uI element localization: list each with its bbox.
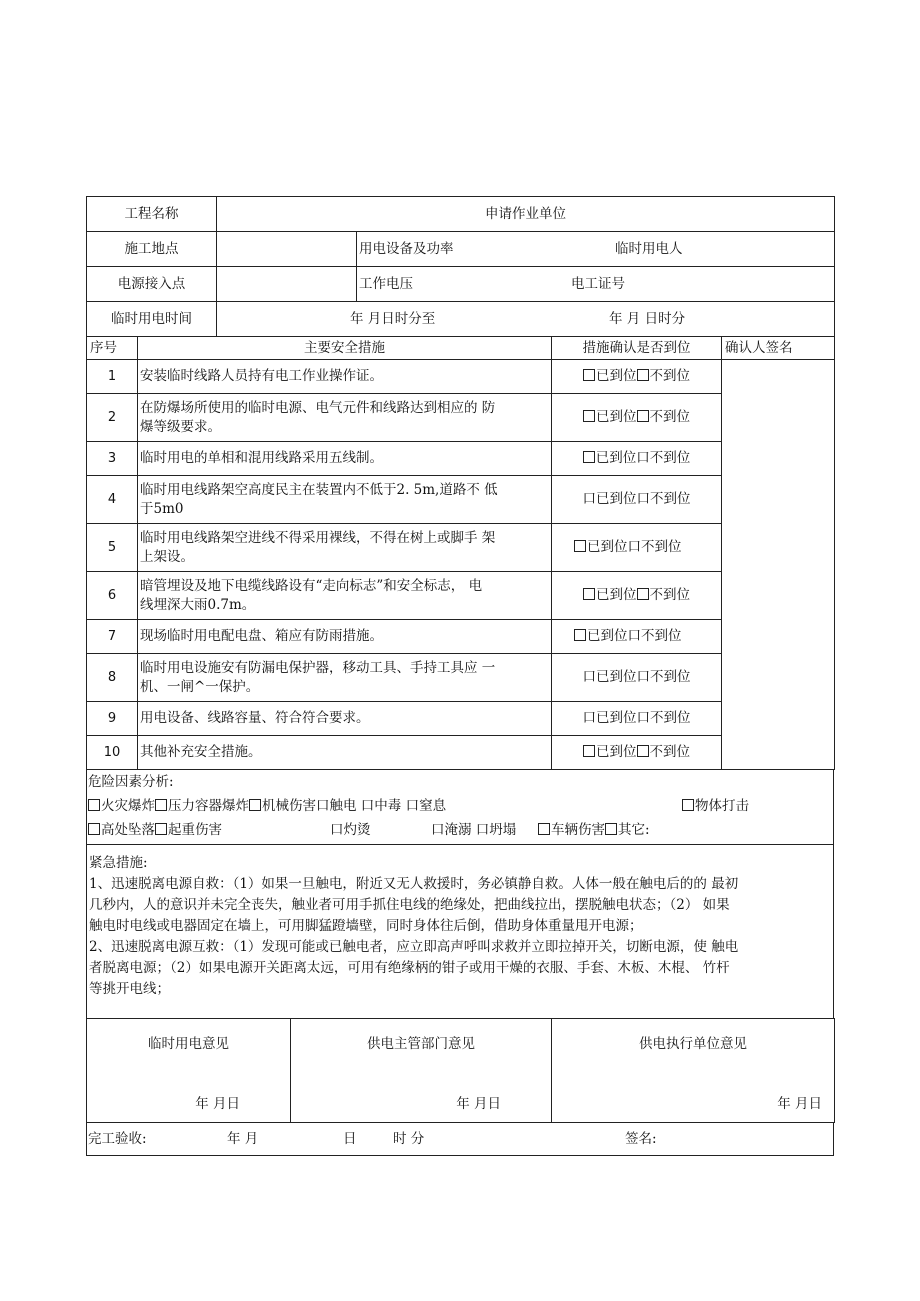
- emergency-line: 几秒内，人的意识并未完全丧失，触业者可用手抓住电线的绝缘处，把曲线拉出，摆脱触电状态；（2） 如果: [89, 897, 730, 913]
- row-confirm[interactable]: 口已到位口不到位: [552, 476, 722, 524]
- row-measure: 安装临时线路人员持有电工作业操作证。: [138, 360, 552, 394]
- time-to: 年 月 日时分: [609, 311, 686, 327]
- electrician-cert-label: 电工证号: [571, 276, 625, 292]
- power-access-label: 电源接入点: [87, 267, 217, 302]
- checkbox[interactable]: [637, 745, 649, 757]
- emergency-line: 触电时电线或电器固定在墙上，可用脚猛蹬墙壁，同时身体往后倒，借助身体重量甩开电源；: [89, 918, 643, 934]
- temp-user-label: 临时用电人: [615, 241, 683, 257]
- row-no: 9: [87, 702, 138, 736]
- row-confirm[interactable]: 已到位 不到位: [552, 360, 722, 394]
- checkbox[interactable]: [155, 799, 167, 811]
- checkbox[interactable]: [88, 799, 100, 811]
- checkbox[interactable]: [637, 369, 649, 381]
- supply-exec-opinion[interactable]: [552, 1019, 835, 1123]
- row-confirm[interactable]: 已到位 不到位: [552, 736, 722, 770]
- row-measure: 现场临时用电配电盘、箱应有防雨措施。: [138, 620, 552, 654]
- row-measure: 其他补充安全措施。: [138, 736, 552, 770]
- temp-use-opinion[interactable]: [87, 1019, 291, 1123]
- row-measure: 临时用电线路架空进线不得采用裸线，不得在树上或脚手 架 上架设。: [138, 524, 552, 572]
- checkbox[interactable]: [637, 410, 649, 422]
- table-row: [87, 360, 835, 394]
- temp-use-opinion-title: 临时用电意见: [148, 1036, 229, 1052]
- supply-dept-opinion[interactable]: [291, 1019, 552, 1123]
- row-measure: 在防爆场所使用的临时电源、电气元件和线路达到相应的 防 爆等级要求。: [138, 394, 552, 442]
- site-label: 施工地点: [87, 232, 217, 267]
- checkbox[interactable]: [637, 588, 649, 600]
- time-range-cell: [217, 302, 835, 337]
- project-name-label: 工程名称: [87, 197, 217, 232]
- emergency-line: 者脱离电源；（2）如果电源开关距离太远，可用有绝缘柄的钳子或用干燥的衣服、手套、木板、木棍、 竹杆: [89, 960, 730, 976]
- opinions-table: [86, 1018, 835, 1123]
- power-access-value[interactable]: [217, 267, 357, 302]
- checkbox[interactable]: [583, 451, 595, 463]
- signer-cell[interactable]: [722, 360, 835, 770]
- completion-cell: [87, 1123, 834, 1156]
- hazards-title: 危险因素分析:: [88, 774, 174, 790]
- supply-exec-opinion-title: 供电执行单位意见: [639, 1036, 747, 1052]
- voltage-cert-cell: [357, 267, 835, 302]
- row-no: 4: [87, 476, 138, 524]
- row-no: 5: [87, 524, 138, 572]
- opinion-date: 年 月日: [456, 1096, 501, 1112]
- completion-year-month: 年 月: [227, 1131, 259, 1147]
- checkbox[interactable]: [88, 823, 100, 835]
- row-confirm[interactable]: 已到位口不到位: [552, 442, 722, 476]
- emergency-title: 紧急措施:: [89, 855, 148, 871]
- checkbox[interactable]: [605, 823, 617, 835]
- emergency-cell: [87, 845, 834, 1019]
- site-value[interactable]: [217, 232, 357, 267]
- row-confirm[interactable]: 口已到位口不到位: [552, 654, 722, 702]
- col-confirm-header: 措施确认是否到位: [552, 337, 722, 360]
- row-no: 2: [87, 394, 138, 442]
- completion-label: 完工验收:: [88, 1131, 147, 1147]
- row-measure: 临时用电设施安有防漏电保护器，移动工具、手持工具应 一 机、一闸^一保护。: [138, 654, 552, 702]
- row-confirm[interactable]: 已到位 不到位: [552, 572, 722, 620]
- equipment-power-label: 用电设备及功率: [359, 241, 454, 257]
- hazards-row-1: 火灾爆炸 压力容器爆炸 机械伤害口触电 口中毒 口窒息 物体打击: [88, 797, 834, 817]
- checkbox[interactable]: [583, 588, 595, 600]
- measures-table: [86, 336, 835, 770]
- time-from: 年 月日时分至: [350, 311, 436, 327]
- row-no: 7: [87, 620, 138, 654]
- completion-table: [86, 1122, 834, 1156]
- emergency-line: 1、迅速脱离电源自救：（1）如果一旦触电，附近又无人救援时，务必镇静自救。人体一般在触电后的的 最初: [89, 876, 739, 892]
- emergency-line: 2、迅速脱离电源互救：（1）发现可能或已触电者，应立即高声呼叫求救并立即拉掉开关，切断电源，使 触电: [89, 939, 739, 955]
- checkbox[interactable]: [583, 745, 595, 757]
- supply-dept-opinion-title: 供电主管部门意见: [367, 1036, 475, 1052]
- completion-hour-min: 时 分: [393, 1131, 425, 1147]
- row-measure: 临时用电的单相和混用线路采用五线制。: [138, 442, 552, 476]
- completion-day: 日: [343, 1131, 357, 1147]
- row-measure: 暗管埋设及地下电缆线路设有“走向标志”和安全标志， 电 线埋深大雨0.7m。: [138, 572, 552, 620]
- hazards-row-2: 高处坠落 起重伤害 口灼烫 口淹溺 口坍塌 车辆伤害 其它:: [88, 821, 834, 841]
- col-measure-header: 主要安全措施: [138, 337, 552, 360]
- row-confirm[interactable]: 已到位口不到位: [552, 620, 722, 654]
- emergency-line: 等挑开电线；: [89, 981, 170, 997]
- row-no: 3: [87, 442, 138, 476]
- emergency-table: [86, 844, 834, 1019]
- equipment-user-cell: [357, 232, 835, 267]
- checkbox[interactable]: [538, 823, 550, 835]
- checkbox[interactable]: [583, 410, 595, 422]
- col-no-header: 序号: [87, 337, 138, 360]
- checkbox[interactable]: [583, 369, 595, 381]
- time-label: 临时用电时间: [87, 302, 217, 337]
- header-table: [86, 196, 835, 337]
- row-confirm[interactable]: 口已到位口不到位: [552, 702, 722, 736]
- row-no: 6: [87, 572, 138, 620]
- hazards-cell: [87, 770, 834, 845]
- row-confirm[interactable]: 已到位口不到位: [552, 524, 722, 572]
- checkbox[interactable]: [155, 823, 167, 835]
- checkbox[interactable]: [574, 629, 586, 641]
- checkbox[interactable]: [249, 799, 261, 811]
- row-confirm[interactable]: 已到位 不到位: [552, 394, 722, 442]
- voltage-label: 工作电压: [359, 276, 413, 292]
- hazards-table: [86, 769, 834, 845]
- applicant-unit-label: 申请作业单位: [217, 197, 835, 232]
- row-measure: 用电设备、线路容量、符合符合要求。: [138, 702, 552, 736]
- completion-sign: 签名:: [625, 1131, 657, 1147]
- permit-form: [86, 196, 834, 1156]
- row-no: 10: [87, 736, 138, 770]
- opinion-date: 年 月日: [195, 1096, 240, 1112]
- col-signer-header: 确认人签名: [722, 337, 835, 360]
- row-measure: 临时用电线路架空高度民主在装置内不低于2. 5m,道路不 低 于5m0: [138, 476, 552, 524]
- row-no: 8: [87, 654, 138, 702]
- opinion-date: 年 月日: [777, 1096, 822, 1112]
- checkbox[interactable]: [574, 540, 586, 552]
- checkbox[interactable]: [682, 799, 694, 811]
- row-no: 1: [87, 360, 138, 394]
